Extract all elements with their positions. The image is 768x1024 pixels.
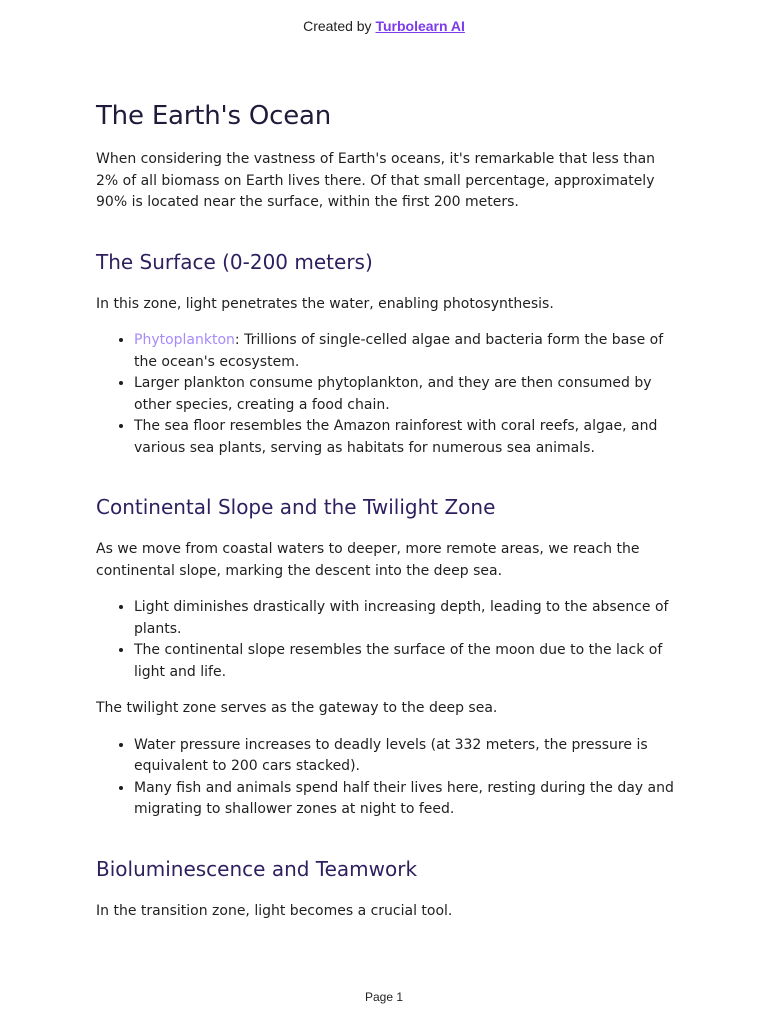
list-item: • Many fish and animals spend half their lives here, resting during the day and migrating to shallower zones at night to feed. (134, 778, 676, 821)
list-item: • The continental slope resembles the surface of the moon due to the lack of light and life. (134, 640, 676, 683)
page-number: Page 1 (364, 990, 404, 1004)
list-item-text: : Trillions of single-celled algae and bacteria form the base of the ocean's ecosystem. (134, 332, 664, 370)
slope-paragraph: As we move from coastal waters to deeper, more remote areas, we reach the continental slope, marking the descent into the deep sea. (96, 541, 640, 579)
section-heading-bioluminescence: Bioluminescence and Teamwork (96, 856, 418, 881)
list-item: • Light diminishes drastically with increasing depth, leading to the absence of plants. (134, 597, 676, 640)
intro-paragraph: When considering the vastness of Earth's oceans, it's remarkable that less than 2% of all biomass on Earth lives there. Of that small percentage, approximately 90% is located near the surface, within the first 200 meters. (96, 151, 656, 210)
list-item: • The sea floor resembles the Amazon rainforest with coral reefs, algae, and various sea plants, serving as habitats for numerous sea animals. (134, 416, 676, 459)
section-heading-surface: The Surface (0-200 meters) (96, 249, 373, 274)
page-header (0, 18, 768, 34)
slope-list (96, 597, 676, 683)
section-heading-continental-slope: Continental Slope and the Twilight Zone (96, 495, 496, 519)
bioluminescence-paragraph: In the transition zone, light becomes a crucial tool. (96, 902, 453, 919)
twilight-list (96, 735, 676, 821)
document-body (96, 96, 676, 922)
turbolearn-link[interactable]: Turbolearn AI (375, 18, 465, 34)
list-item (134, 330, 676, 373)
header-prefix: Created by (303, 18, 376, 34)
surface-paragraph: In this zone, light penetrates the water, enabling photosynthesis. (96, 295, 554, 312)
twilight-paragraph: The twilight zone serves as the gateway to the deep sea. (96, 700, 498, 716)
phytoplankton-term: Phytoplankton (134, 332, 235, 348)
page-title: The Earth's Ocean (96, 101, 332, 131)
list-item: • Water pressure increases to deadly levels (at 332 meters, the pressure is equivalent to 200 cars stacked). (134, 735, 676, 778)
surface-list (96, 330, 676, 459)
list-item: • Larger plankton consume phytoplankton, and they are then consumed by other species, creating a food chain. (134, 373, 676, 416)
